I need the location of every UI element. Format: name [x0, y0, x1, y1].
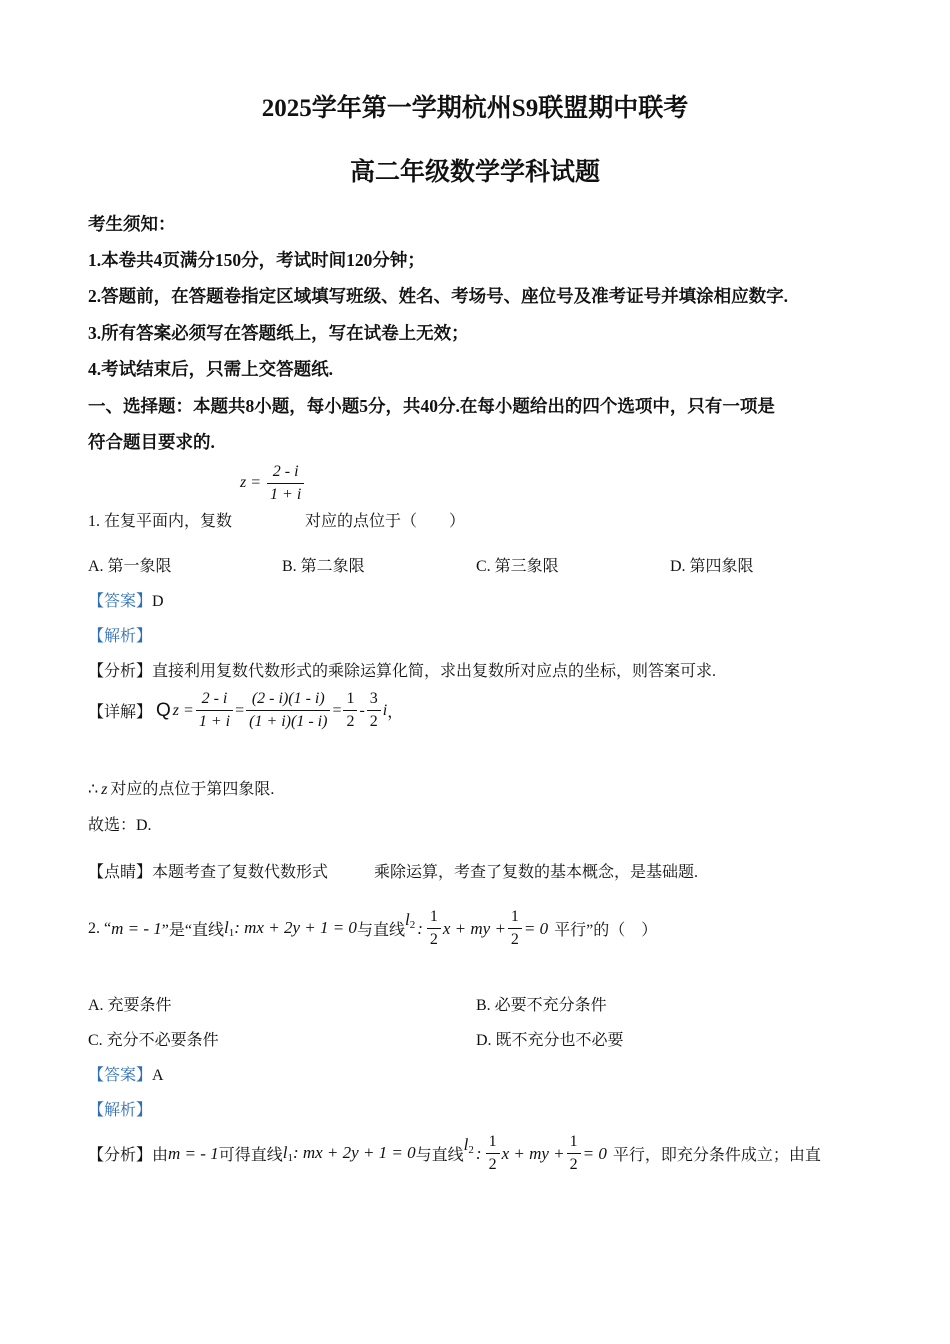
- notice-item: 2.答题前，在答题卷指定区域填写班级、姓名、考场号、座位号及准考证号并填涂相应数字.: [88, 286, 788, 306]
- notice-heading: 考生须知：: [88, 214, 176, 234]
- q2-option-b: B. 必要不充分条件: [476, 997, 607, 1014]
- q1-detail: 【详解】 Q z = $\frac{2 - i}{1 + i}$ = $\frac{(2 - i)(1 - i)}{(1 + i)(1 - i)}$ = $\frac{1}{2}$ - $\frac{3}{2}$ i ，: [88, 690, 404, 730]
- exam-subtitle: 高二年级数学学科试题: [349, 159, 600, 186]
- q1-fenxi: 【分析】直接利用复数代数形式的乘除运算化简，求出复数所对应点的坐标，则答案可求.: [88, 663, 717, 680]
- q1-stem-prefix: 1. 在复平面内，复数: [88, 513, 233, 530]
- q1-formula: z = $\frac{2 - i}{1 + i}$: [240, 463, 306, 504]
- q1-option-d: D. 第四象限: [670, 558, 754, 575]
- q2-fenxi: 【分析】 由 m = - 1 可得直线 $l_1$: mx + 2y + 1 = 0 与直线 $l_2$ : $\frac{1}{2}$ x + my + $\frac{1}{2}$ = 0 平行，即充分条件成立；由直: [88, 1133, 821, 1173]
- notice-item: 4.考试结束后，只需上交答题纸.: [88, 359, 333, 379]
- notice-item: 3.所有答案必须写在答题纸上，写在试卷上无效；: [88, 323, 469, 343]
- q1-option-b: B. 第二象限: [282, 558, 365, 575]
- q1-therefore: ∴ z 对应的点位于第四象限.: [88, 781, 275, 798]
- q1-stem-suffix: 对应的点位于（ ）: [305, 513, 466, 530]
- notice-item: 1.本卷共4页满分150分，考试时间120分钟；: [88, 250, 425, 270]
- q2-option-a: A. 充要条件: [88, 997, 172, 1014]
- q2-stem: 2. “ m = - 1 ”是“直线 $l_1$: mx + 2y + 1 = 0 与直线 $l_2$ : $\frac{1}{2}$ x + my + $\frac{1}{2}$ = 0 平行”的（ ）: [88, 908, 658, 948]
- q2-option-c: C. 充分不必要条件: [88, 1032, 219, 1049]
- section-heading-cont: 符合题目要求的.: [88, 432, 215, 452]
- exam-title: 2025学年第一学期杭州S9联盟期中联考: [261, 95, 689, 122]
- q2-analysis-tag: 【解析】: [88, 1102, 153, 1119]
- q1-option-c: C. 第三象限: [476, 558, 559, 575]
- section-heading: 一、选择题：本题共8小题，每小题5分，共40分.在每小题给出的四个选项中，只有一项是: [88, 396, 775, 416]
- q1-option-a: A. 第一象限: [88, 558, 172, 575]
- q1-dianjing: 【点睛】本题考查了复数代数形式 乘除运算，考查了复数的基本概念，是基础题.: [88, 864, 699, 881]
- q1-choose: 故选：D.: [88, 817, 152, 834]
- q2-option-d: D. 既不充分也不必要: [476, 1032, 624, 1049]
- q1-answer: 【答案】D: [88, 593, 164, 610]
- q2-answer: 【答案】A: [88, 1067, 164, 1084]
- q1-analysis-tag: 【解析】: [88, 628, 153, 645]
